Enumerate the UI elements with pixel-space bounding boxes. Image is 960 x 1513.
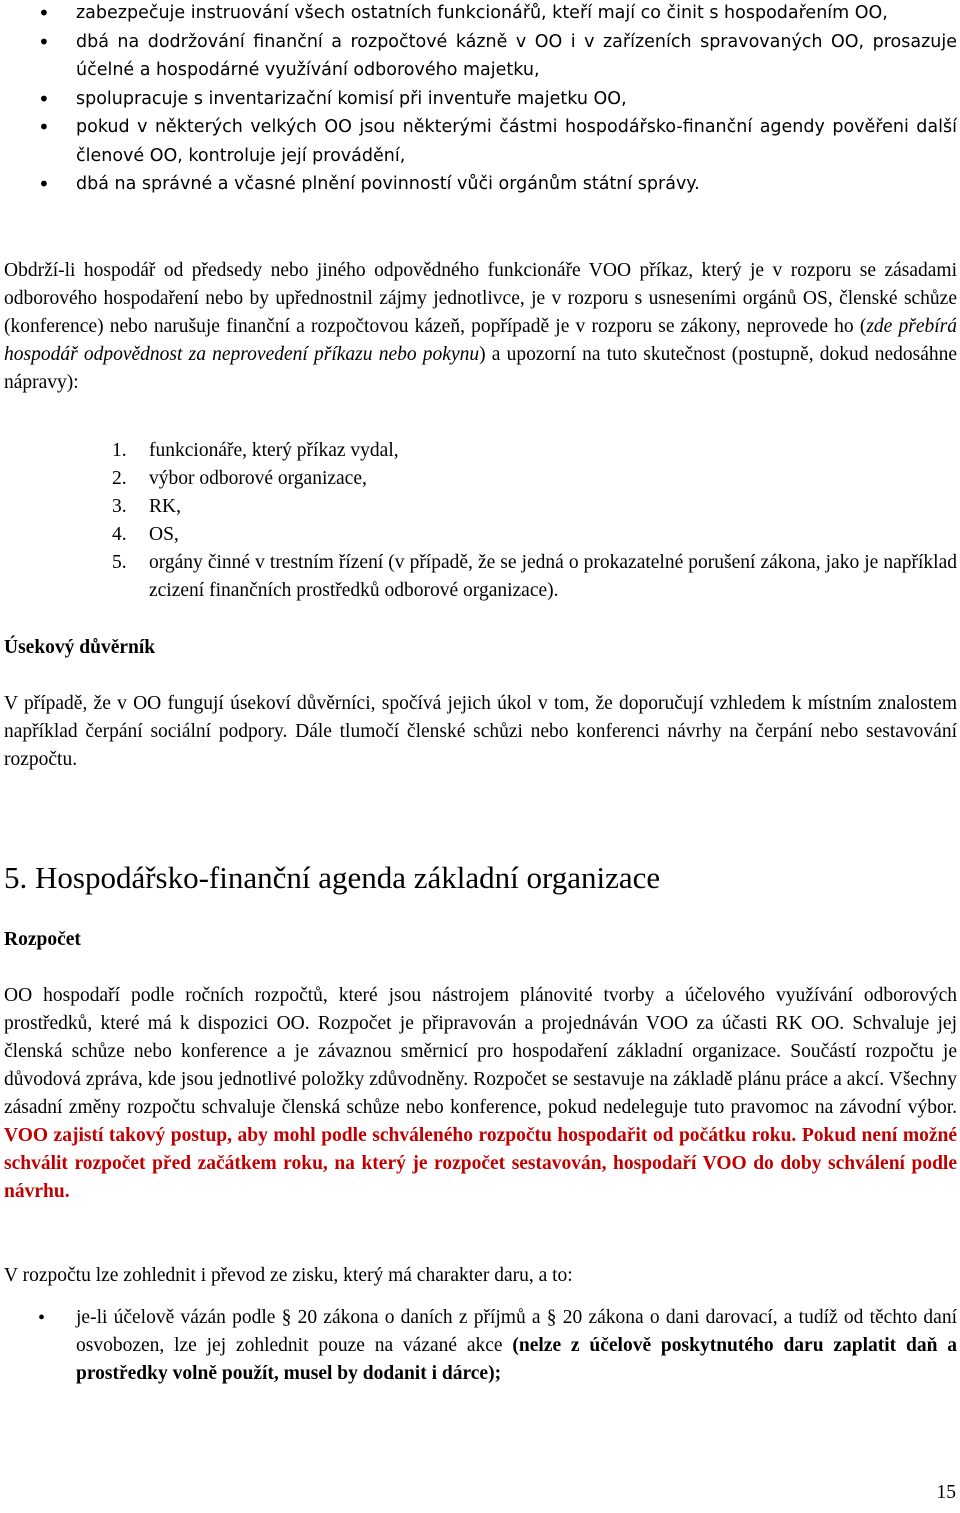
list-number: 2. (112, 468, 127, 489)
section-title: 5. Hospodářsko-finanční agenda základní organizace (4, 860, 661, 895)
paragraph-text: OO hospodaří podle ročních rozpočtů, které jsou nástrojem plánovité tvorby a účelového využívání odborových prostředků, které má k dispozici OO. Rozpočet je připravován a projednáván VOO za účasti RK OO. Schvaluje jej členská schůze nebo konference a je závaznou směrnicí pro hospodaření základní organizace. Součástí rozpočtu je důvodová zpráva, kde jsou jednotlivé položky zdůvodněny. Rozpočet se sestavuje na základě plánu práce a akcí. Všechny zásadní změny rozpočtu schvaluje členská schůze nebo konference, pokud nedeleguje tuto pravomoc na závodní výbor. (4, 985, 957, 1118)
bold-note: (nelze z účelově poskytnutého daru zaplatit daň a prostředky volně použít, musel by dodanit i dárce); (76, 1335, 957, 1384)
list-item (4, 465, 957, 493)
italic-note: zde přebírá hospodář odpovědnost za neprovedení příkazu nebo pokynu (4, 316, 957, 365)
list-item: • pokud v některých velkých OO jsou některými částmi hospodářsko-finanční agendy pověřeni další členové OO, kontroluje její provádění, (4, 113, 957, 170)
list-text: orgány činné v trestním řízení (v případě, že se jedná o prokazatelné porušení zákona, jako je například zcizení finančních prostředků odborové organizace). (149, 552, 957, 601)
paragraph-text: Obdrží-li hospodář od předsedy nebo jiného odpovědného funkcionáře VOO příkaz, který je v rozporu se zásadami odborového hospodaření nebo by upřednostnil zájmy jednotlivce, je v rozporu s usneseními orgánů OS, členské schůze (konference) nebo narušuje finanční a rozpočtovou kázeň, popřípadě je v rozporu se zákony, neprovede ho ( (4, 260, 957, 337)
list-text: OS, (149, 524, 179, 545)
list-item: • zabezpečuje instruování všech ostatních funkcionářů, kteří mají co činit s hospodařením OO, (4, 0, 957, 28)
list-number: 5. (112, 552, 127, 573)
list-number: 3. (112, 496, 127, 517)
list-number: 4. (112, 524, 127, 545)
list-text: funkcionáře, který příkaz vydal, (149, 440, 399, 461)
list-item (4, 1304, 957, 1388)
escalation-list (4, 437, 957, 605)
list-item (4, 493, 957, 521)
list-item: • dbá na dodržování finanční a rozpočtové kázně v OO i v zařízeních spravovaných OO, prosazuje účelné a hospodárné využívání odborového majetku, (4, 28, 957, 85)
list-text: je-li účelově vázán podle § 20 zákona o daních z příjmů a § 20 zákona o dani darovací, a tudíž od těchto daní osvobozen, lze jej zohlednit pouze na vázané akce (76, 1307, 957, 1356)
subheading-usekovy-duvernik: Úsekový důvěrník (4, 637, 156, 658)
paragraph-prevod: V rozpočtu lze zohlednit i převod ze zisku, který má charakter daru, a to: (4, 1265, 573, 1286)
gift-conditions-list (4, 1304, 957, 1388)
subheading-rozpocet: Rozpočet (4, 929, 81, 950)
list-text: výbor odborové organizace, (149, 468, 367, 489)
paragraph-text: ) a upozorní na tuto skutečnost (postupně, dokud nedosáhne nápravy): (4, 344, 957, 393)
list-item: • dbá na správné a včasné plnění povinností vůči orgánům státní správy. (4, 170, 957, 199)
responsibilities-list (4, 0, 957, 199)
paragraph-rozpocet (4, 982, 957, 1206)
paragraph-order-refusal (4, 257, 957, 397)
paragraph-usekovy: V případě, že v OO fungují úsekoví důvěrníci, spočívá jejich úkol v tom, že doporučují vzhledem k místním znalostem například čerpání sociální podpory. Dále tlumočí členské schůzi nebo konferenci návrhy na čerpání nebo sestavování rozpočtu. (4, 693, 957, 770)
list-item (4, 521, 957, 549)
highlighted-text: VOO zajistí takový postup, aby mohl podle schváleného rozpočtu hospodařit od počátku roku. Pokud není možné schválit rozpočet před začátkem roku, na který je rozpočet sestavován, hospodaří VOO do doby schválení podle návrhu. (4, 1125, 957, 1202)
list-item (4, 437, 957, 465)
list-item (4, 549, 957, 605)
list-item: • spolupracuje s inventarizační komisí při inventuře majetku OO, (4, 85, 957, 114)
list-text: RK, (149, 496, 181, 517)
page-number: 15 (936, 1482, 956, 1503)
list-number: 1. (112, 440, 127, 461)
